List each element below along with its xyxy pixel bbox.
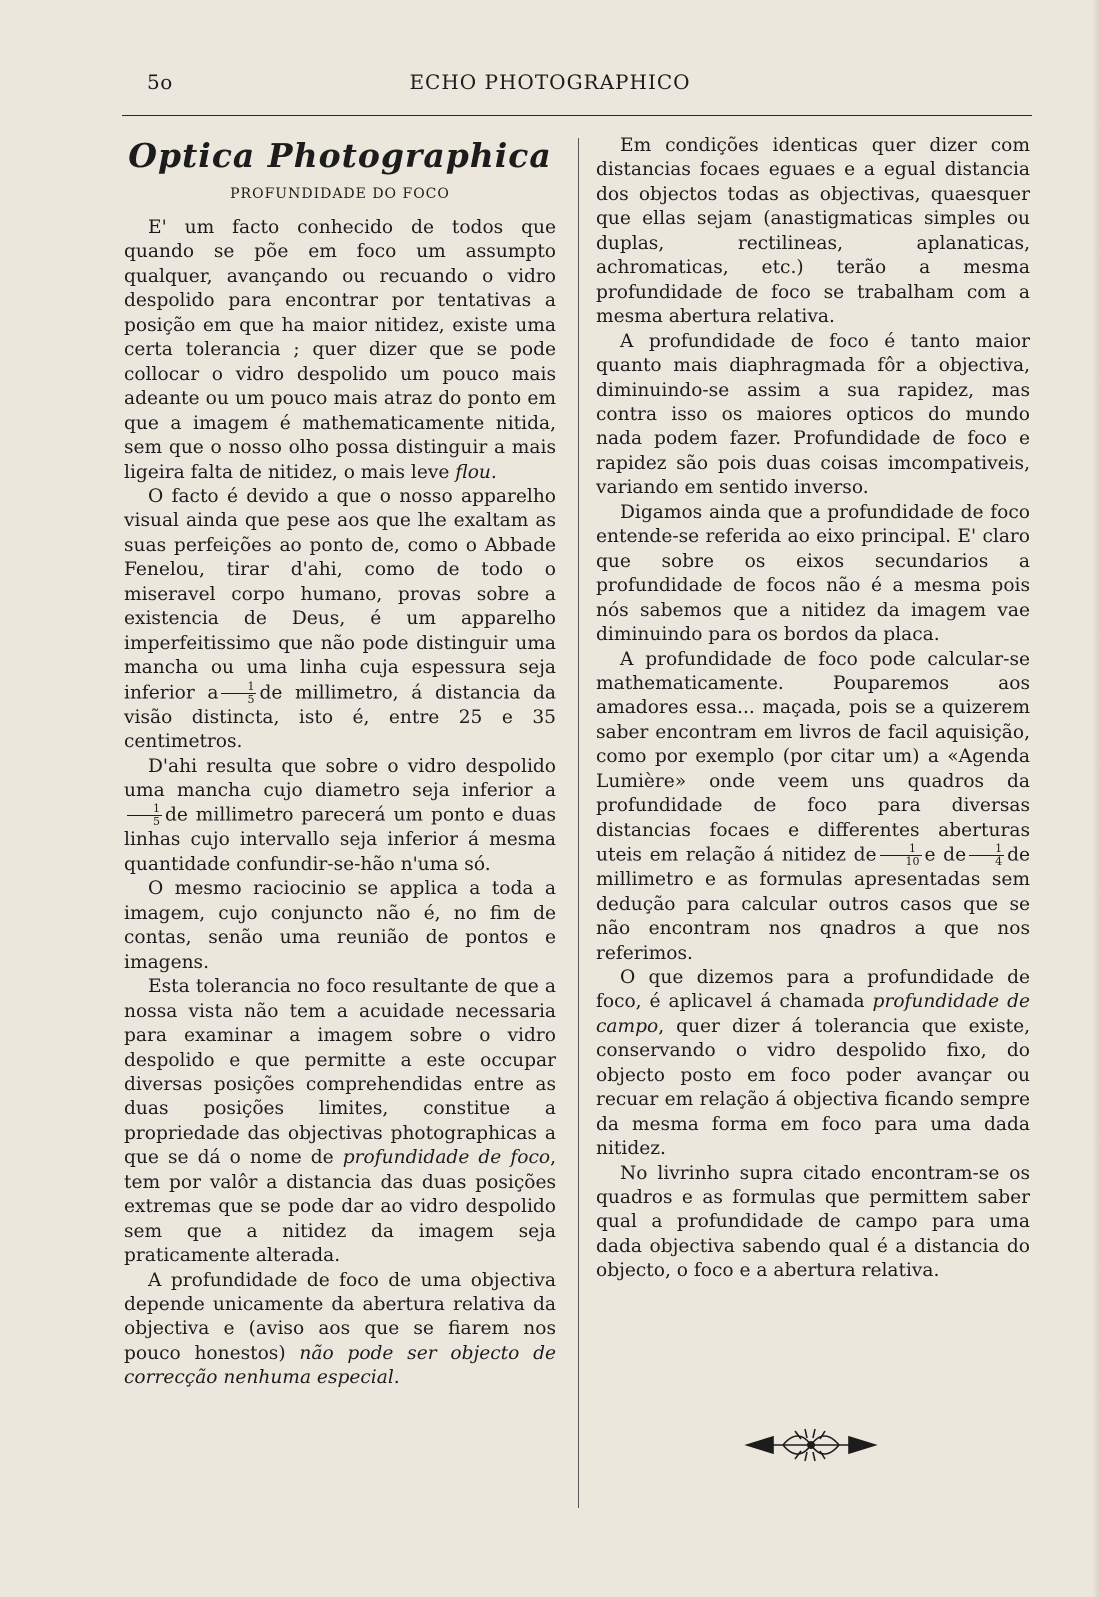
paragraph (124, 485, 556, 755)
paragraph: O mesmo raciocinio se applica a toda a imagem, cujo conjuncto não é, no fim de contas, senão uma reunião de pontos e imagens. (124, 878, 556, 973)
paragraph (596, 648, 1030, 966)
paragraph: Em condições identicas quer dizer com distancias focaes eguaes e a egual distancia dos objectos todas as objectivas, quaesquer que ellas sejam (anastigmaticas simples ou duplas, rectilineas, aplanaticas, achromaticas, etc.) terão a mesma profundidade de foco se trabalham com a mesma abertura relativa. (596, 135, 1030, 328)
paragraph (124, 216, 556, 485)
right-column (596, 134, 1030, 1284)
paragraph-text: de millimetro parecerá um ponto e duas linhas cujo intervallo seja inferior á mesma quantidade confundir-se-hão n'uma só. (124, 804, 556, 875)
paragraph-text: de millimetro, á distancia da visão distincta, isto é, entre 25 e 35 centimetros. (124, 682, 556, 753)
paragraph-text: O facto é devido a que o nosso apparelho visual ainda que pese aos que lhe exaltam as suas perfeições ao ponto de, como o Abbade Fenelou, tirar d'ahi, como de todo o miseravel corpo humano, provas sobre a existencia de Deus, é um apparelho imperfeitissimo que não pode distinguir uma mancha ou uma linha cuja espessura seja inferior a (124, 485, 556, 704)
page-number: 5o (147, 70, 173, 94)
page-edge-shadow (1092, 0, 1100, 1597)
paragraph-text: E' um facto conhecido de todos que quando se põe em foco um assumpto qualquer, avançando ou recuando o vidro despolido para encontrar por tentativas a posição em que ha maior nitidez, existe uma certa tolerancia ; quer dizer que se pode collocar o vidro despolido um pouco mais adeante ou um pouco mais atraz do ponto em que a imagem é mathematicamente nitida, sem que o nosso olho possa distinguir a mais ligeira falta de nitidez, o mais leve (124, 217, 556, 483)
italic-text: profundidade de foco (342, 1147, 551, 1169)
paragraph-text: A profundidade de foco de uma objectiva depende unicamente da abertura relativa da objectiva e (aviso aos que se fiarem nos pouco honestos) (124, 1269, 556, 1364)
paragraph (124, 975, 556, 1268)
left-column (124, 134, 556, 1391)
fraction: $\frac{1}{5}$ (221, 681, 256, 706)
paragraph-text: de millimetro e as formulas apresentadas sem dedução para calcular outros casos que se não encontram nos qnadros a que nos referimos. (596, 844, 1031, 964)
paragraph-text: , tem por valôr a distancia das duas posições extremas que se pode dar ao vidro despolido sem que a nitidez da imagem seja praticamente alterada. (124, 1147, 556, 1267)
paragraph-text: D'ahi resulta que sobre o vidro despolido uma mancha cujo diametro seja inferior a (124, 755, 556, 801)
fraction: $\frac{1}{10}$ (880, 843, 922, 868)
paragraph (124, 755, 556, 878)
article-title: Optica Photographica (128, 136, 552, 175)
italic-text: não pode ser objecto de correcção nenhuma especial. (124, 1342, 557, 1389)
fraction: $\frac{1}{4}$ (969, 843, 1004, 868)
paragraph (596, 966, 1030, 1162)
italic-text: flou. (455, 461, 497, 483)
article-subtitle: PROFUNDIDADE DO FOCO (230, 186, 450, 202)
italic-text: profundidade de campo (596, 991, 1030, 1037)
paragraph (124, 1269, 556, 1391)
running-head: ECHO PHOTOGRAPHICO (409, 70, 691, 94)
paragraph-text: , quer dizer á tolerancia que existe, conservando o vidro despolido fixo, do objecto posto em foco poder avançar ou recuar em relação á objectiva ficando sempre da mesma forma em foco para uma dada nitidez. (596, 1015, 1030, 1160)
fraction: $\frac{1}{5}$ (127, 803, 162, 828)
paragraph: Digamos ainda que a profundidade de foco entende-se referida ao eixo principal. E' claro que sobre os eixos secundarios a profundidade de focos não é a mesma pois nós sabemos que a nitidez da imagem vae diminuindo para os bordos da placa. (596, 501, 1030, 646)
paragraph: A profundidade de foco é tanto maior quanto mais diaphragmada fôr a objectiva, diminuindo-se assim a sua rapidez, mas contra isso os maiores opticos do mundo nada podem fazer. Profundidade de foco e rapidez são pois duas coisas imcompativeis, variando em sentido inverso. (596, 330, 1030, 499)
paragraph-text: A profundidade de foco pode calcular-se mathematicamente. Pouparemos aos amadores essa... maçada, pois se a quizerem saber encontram em livros de facil aquisição, como por exemplo (por citar um) a «Agenda Lumière» onde veem uns quadros da profundidade de foco para diversas distancias focaes e differentes aberturas uteis em relação á nitidez de (596, 648, 1030, 866)
column-divider (578, 138, 579, 1508)
paragraph: No livrinho supra citado encontram-se os quadros e as formulas que permittem saber qual a profundidade de campo para uma dada objectiva sabendo qual é a distancia do objecto, o foco e a abertura relativa. (596, 1162, 1030, 1282)
header-rule (122, 115, 1032, 116)
paragraph-text: e de (924, 844, 967, 866)
paragraph-text: Esta tolerancia no foco resultante de que a nossa vista não tem a acuidade necessaria para examinar a imagem sobre o vidro despolido e que permitte a este occupar diversas posições comprehendidas entre as duas posições limites, constitue a propriedade das objectivas photographicas a que se dá o nome de (124, 976, 556, 1169)
decorative-tailpiece-icon (743, 1425, 879, 1465)
page-header (0, 70, 1100, 100)
paragraph-text: O que dizemos para a profundidade de foco, é aplicavel á chamada (596, 966, 1030, 1013)
